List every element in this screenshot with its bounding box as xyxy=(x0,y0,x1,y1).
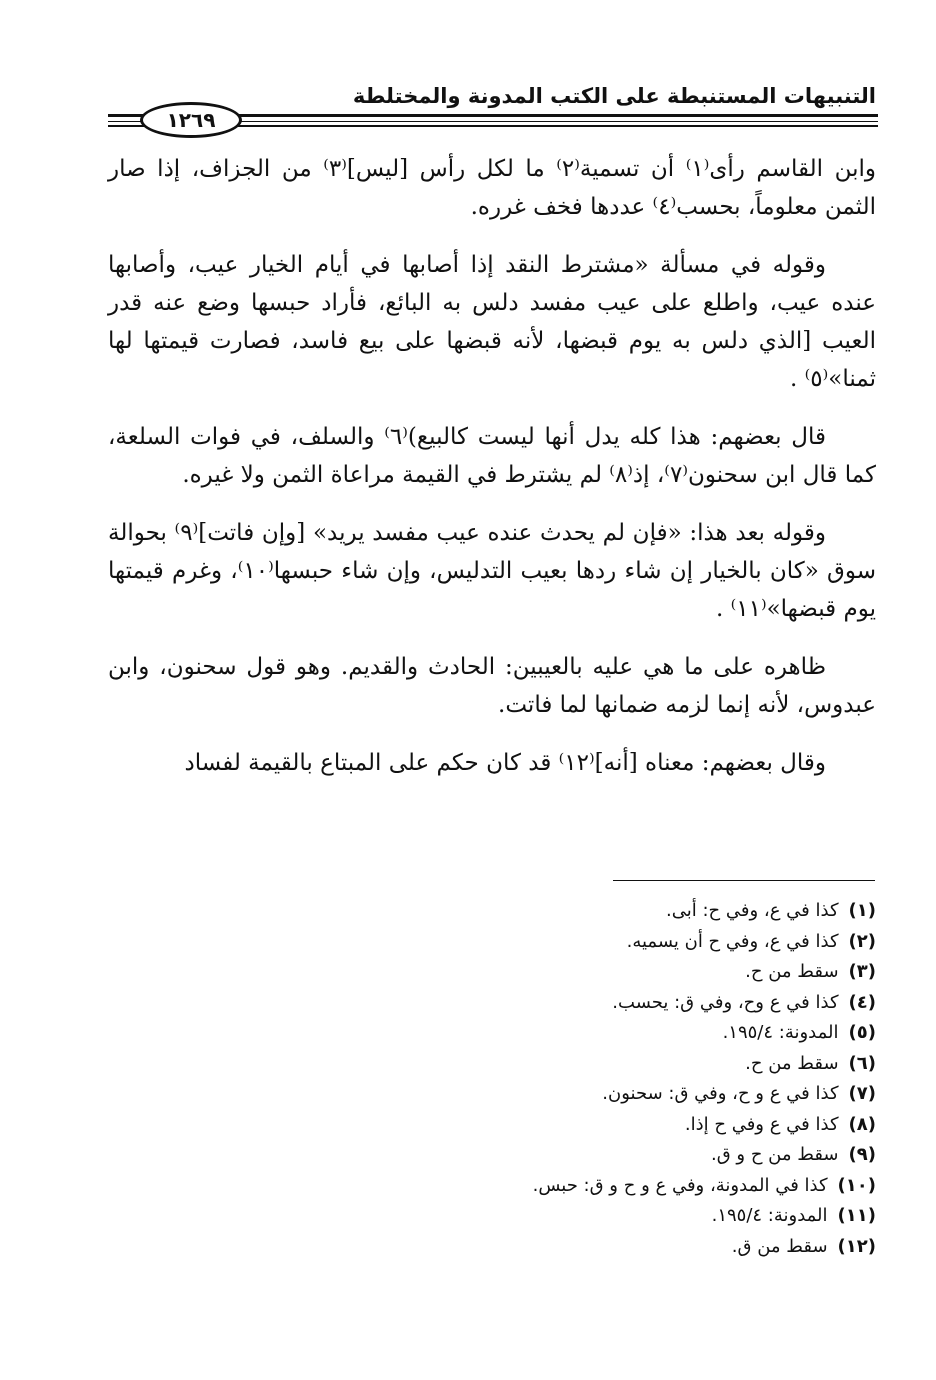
footnote-number: (٢) xyxy=(848,930,876,952)
footnote xyxy=(316,1201,876,1232)
running-header-title: التنبيهات المستنبطة على الكتب المدونة والمختلطة xyxy=(352,84,876,108)
paragraph: وقال بعضهم: معناه [أنه]⁽١٢⁾ قد كان حكم على المبتاع بالقيمة لفساد xyxy=(184,750,826,776)
footnote xyxy=(316,1049,876,1080)
footnote xyxy=(316,1018,876,1049)
footnote-text: سقط من ح. xyxy=(745,961,839,982)
footnote-number: (١) xyxy=(848,900,876,921)
footnote xyxy=(316,927,876,958)
footnote xyxy=(316,1232,876,1263)
footnote-text: المدونة: ١٩٥/٤. xyxy=(711,1205,828,1226)
footnote-number: (٥) xyxy=(848,1022,876,1043)
paragraph: ظاهره على ما هي عليه بالعيبين: الحادث والقديم. وهو قول سحنون، وابن عبدوس، لأنه إنما لزمه ضمانها لما فاتت. xyxy=(108,654,876,718)
footnote-number: (٨) xyxy=(848,1113,876,1135)
footnote-text: كذا في المدونة، وفي ع و ح و ق: حبس. xyxy=(532,1174,828,1196)
page-number: ١٢٦٩ xyxy=(140,102,242,138)
footnote-text: سقط من ح. xyxy=(745,1052,839,1074)
footnote-text: كذا في ع، وفي ح أن يسميه. xyxy=(626,930,839,952)
footnote xyxy=(316,1110,876,1141)
footnote-number: (٦) xyxy=(848,1052,876,1074)
paragraph: وابن القاسم رأى⁽١⁾ أن تسمية⁽٢⁾ ما لكل رأس [ليس]⁽٣⁾ من الجزاف، إذا صار الثمن معلوماً، بحسب⁽٤⁾ عددها فخف غرره. xyxy=(108,156,876,220)
footnote-number: (١٢) xyxy=(837,1235,876,1257)
footnote-text: كذا في ع وفي ح إذا. xyxy=(684,1113,839,1135)
footnote xyxy=(316,988,876,1019)
footnote xyxy=(316,896,876,927)
footnote-number: (٤) xyxy=(848,991,876,1013)
footnote xyxy=(316,1140,876,1171)
paragraph: وقوله في مسألة «مشترط النقد إذا أصابها في أيام الخيار عيب، وأصابها عنده عيب، واطلع على عيب مفسد دلس به البائع، فأراد حبسها وضع عنه قدر العيب [الذي دلس به يوم قبضها، لأنه قبضها على بيع فاسد، فصارت قيمتها لها ثمنا»⁽٥⁾ . xyxy=(108,252,876,392)
footnote-number: (١٠) xyxy=(837,1174,876,1196)
paragraph: وقوله بعد هذا: «فإن لم يحدث عنده عيب مفسد يريد» [وإن فاتت]⁽٩⁾ بحوالة سوق «كان بالخيار إن شاء ردها بعيب التدليس، وإن شاء حبسها⁽١٠⁾، وغرم قيمتها يوم قبضها»⁽١١⁾ . xyxy=(108,520,876,622)
footnote-text: كذا في ع، وفي ح: أبى. xyxy=(666,900,839,921)
footnote-number: (٧) xyxy=(848,1083,876,1104)
footnote xyxy=(316,1171,876,1202)
paragraph: قال بعضهم: هذا كله يدل أنها ليست كالبيع)⁽٦⁾ والسلف، في فوات السلعة، كما قال ابن سحنون⁽٧⁾، إذ⁽٨⁾ لم يشترط في القيمة مراعاة الثمن ولا غيره. xyxy=(108,424,876,488)
footnote-text: كذا في ع و ح، وفي ق: سحنون. xyxy=(602,1083,839,1104)
footnote-number: (٣) xyxy=(848,961,876,982)
footnote-number: (٩) xyxy=(848,1144,876,1165)
footnote-number: (١١) xyxy=(837,1205,876,1226)
footnote xyxy=(316,957,876,988)
main-text xyxy=(108,150,876,802)
footnote-text: سقط من ح و ق. xyxy=(711,1144,839,1165)
footnote-text: المدونة: ١٩٥/٤. xyxy=(722,1022,839,1043)
footnotes xyxy=(316,896,876,1262)
footnote xyxy=(316,1079,876,1110)
footnote-text: سقط من ق. xyxy=(731,1235,828,1257)
footnote-text: كذا في ع وح، وفي ق: يحسب. xyxy=(612,991,839,1013)
footnote-separator xyxy=(613,880,875,881)
